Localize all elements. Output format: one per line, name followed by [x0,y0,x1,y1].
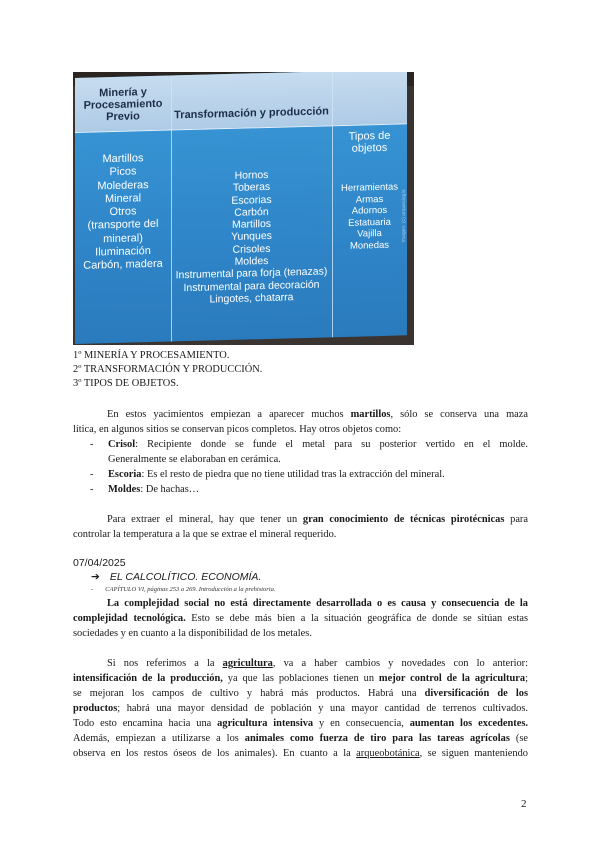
slide-item: Monedas [349,239,390,252]
slide-item: Carbón, madera [83,258,163,273]
paragraph-extraction: Para extraer el mineral, hay que tener un gran conocimiento de técnicas pirotécnicas para controlar la temperatura a la que se extrae el mineral requerido. [73,514,528,540]
slide-item: Otros [109,205,137,219]
slide-item: Moldes [234,255,269,268]
slide-item: Molederas [97,178,149,193]
section-heading: ➔ EL CALCOLÍTICO. ECONOMÍA. [91,571,262,583]
slide-item: Instrumental para forja (tenazas) [175,265,328,282]
slide-credit: Imagen: (c) arqueología [401,189,407,243]
slide-item: Lingotes, chatarra [209,291,294,306]
slide-item: Yunques [231,230,272,244]
slide-col3-header: Tipos de objetos [348,129,391,155]
slide-table [75,72,407,344]
paragraph-intro: En estos yacimientos empiezan a aparecer muchos martillos, sólo se conserva una maza lítica, en algunos sitios se conservan picos completos. Hay otros objetos como: [73,409,528,435]
slide-item: Iluminación [95,245,151,259]
slide-item: Toberas [232,181,271,195]
slide-item: mineral) [103,232,143,246]
slide-col3-items [332,181,407,252]
list-item: 3º TIPOS DE OBJETOS. [73,378,179,389]
slide-item: Picos [109,165,137,179]
slide-item: Crisoles [232,242,271,256]
slide-item: (transporte del [87,218,159,233]
bullet-moldes: - Moldes: De hachas… [90,484,200,495]
list-item: 2º TRANSFORMACIÓN Y PRODUCCIÓN. [73,364,263,375]
slide-col2-items [171,167,332,306]
slide-item: Herramientas [340,181,399,195]
slide-item: Adornos [351,204,388,217]
arrow-icon: ➔ [91,571,100,583]
slide-item: Estatuaria [348,216,391,229]
slide-item: Escorias [231,193,272,207]
slide-item: Martillos [231,218,272,232]
slide-item: Vajilla [357,227,382,240]
date-label: 07/04/2025 [73,557,126,569]
slide-item: Hornos [234,168,269,182]
bullet-escoria: - Escoria: Es el resto de piedra que no tiene utilidad tras la extracción del mineral. [90,469,445,480]
slide-col2-header: Transformación y producción [174,105,329,122]
slide-item: Carbón [234,205,269,219]
list-item: 1º MINERÍA Y PROCESAMIENTO. [73,350,230,361]
slide-col1-items [75,151,171,273]
slide-item: Armas [355,193,384,206]
paragraph-agriculture: Si nos referimos a la agricultura, va a haber cambios y novedades con lo anterior: intensificación de la producción, ya que las poblaciones tienen un mejor control de la agricultura; se mejoran los campos de cultivo y habrá más productos. Habrá una diversificación de los productos; habrá una mayor densidad de población y una mayor cantidad de terrenos cultivados. Todo esto encamina hacia una agricultura intensiva y en consecuencia, aumentan los excedentes. Además, empiezan a utilizarse a los animales como fuerza de tiro para las tareas agrícolas (se observa en los restos óseos de los animales). En cuanto a la arqueobotánica, se siguen manteniendo [73,658,529,759]
bullet-crisol: - Crisol: Recipiente donde se funde el metal para su posterior vertido en el molde. Generalmente se elaboraban en cerámica. [90,439,528,465]
slide-item: Mineral [104,192,142,206]
slide-item: Instrumental para decoración [183,278,320,294]
paragraph-complexity: La complejidad social no está directamente desarrollada o es causa y consecuencia de la complejidad tecnológica. Esto se debe más bien a la situación geográfica de donde se sitúan estas sociedades y en cuanto a la disponibilidad de los metales. [73,598,528,639]
page-number: 2 [521,798,527,810]
slide-photo [73,72,414,345]
slide-col1-header: Minería y Procesamiento Previo [83,86,163,124]
slide-item: Martillos [102,152,144,166]
chapter-note: - CAPÍTULO VI, páginas 253 a 269. Introducción a la prehistoria. [91,586,276,593]
